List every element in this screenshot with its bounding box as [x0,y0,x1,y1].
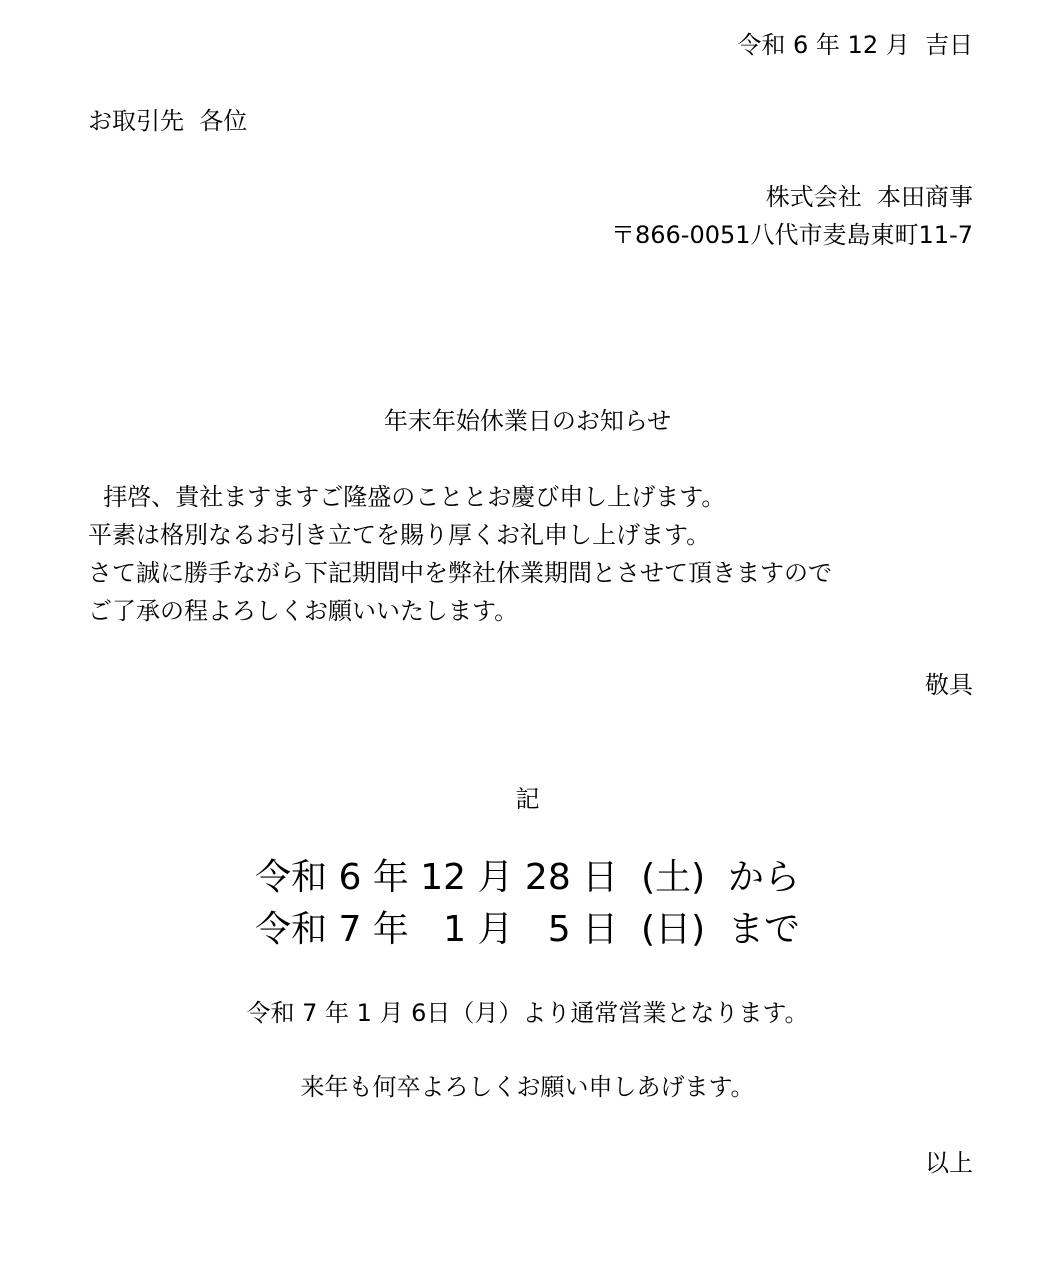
notice-title: 年末年始休業日のお知らせ [383,407,672,435]
sender-address: 〒866-0051八代市麦島東町11-7 [610,221,973,249]
new-year-greeting: 来年も何卒よろしくお願い申しあげます。 [300,1073,755,1101]
end-mark-ijou: 以上 [925,1149,973,1177]
sender-company: 株式会社 本田商事 [765,183,973,211]
closure-period-start: 令和 6 年 12 月 28 日 (土) から [255,857,801,898]
body-line-1: 拝啓、貴社ますますご隆盛のこととお慶び申し上げます。 [88,483,726,511]
body-line-3: さて誠に勝手ながら下記期間中を弊社休業期間とさせて頂きますので [88,559,832,587]
body-line-2: 平素は格別なるお引き立てを賜り厚くお礼申し上げます。 [88,521,711,549]
resume-notice: 令和 7 年 1 月 6日（月）より通常営業となります。 [246,999,809,1027]
body-line-4: ご了承の程よろしくお願いいたします。 [88,597,519,625]
closure-period-end: 令和 7 年 1 月 5 日 (日) まで [255,909,801,950]
ki-heading: 記 [515,785,540,813]
letter-date: 令和 6 年 12 月 吉日 [737,31,973,59]
closing-keigu: 敬具 [925,671,973,699]
recipient: お取引先 各位 [88,107,248,135]
